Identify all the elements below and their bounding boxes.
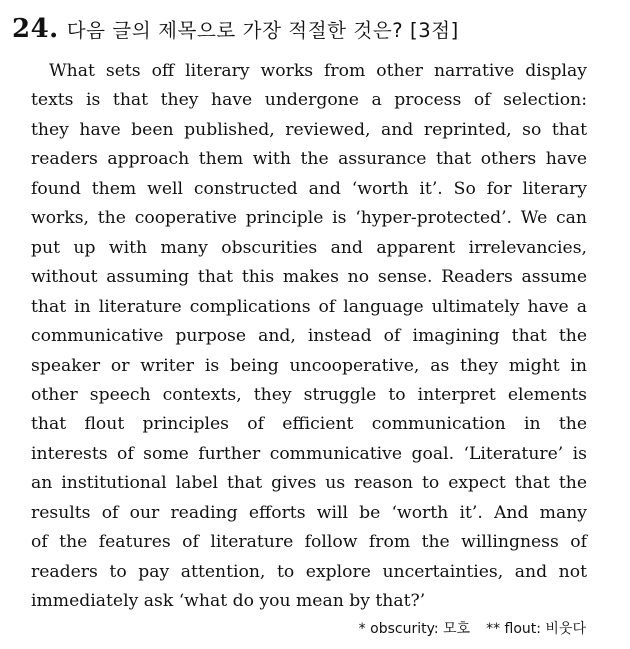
footnotes <box>359 618 586 638</box>
footnote-obscurity: * obscurity: 모호 <box>358 621 471 637</box>
passage-line: readers to pay attention, to explore uncertainties, and not <box>31 561 587 582</box>
passage-line: readers approach them with the assurance that others have <box>31 149 587 170</box>
passage-line: communicative purpose and, instead of imagining that the <box>31 326 587 347</box>
passage-line: found them well constructed and ‘worth it’. So for literary <box>31 178 587 199</box>
footnote-flout: ** flout: 비웃다 <box>486 621 586 637</box>
passage-line: put up with many obscurities and apparent irrelevancies, <box>31 237 587 258</box>
passage-line: of the features of literature follow from the willingness of <box>31 532 587 553</box>
passage-line: that in literature complications of language ultimately have a <box>31 296 587 317</box>
question-prompt: 다음 글의 제목으로 가장 적절한 것은? [3점] <box>66 19 459 42</box>
passage-line: without assuming that this makes no sense. Readers assume <box>31 267 587 288</box>
passage-line: results of our reading efforts will be ‘worth it’. And many <box>31 502 587 523</box>
passage-line: What sets off literary works from other narrative display <box>49 61 587 81</box>
passage-line: an institutional label that gives us reason to expect that the <box>31 473 587 494</box>
question-header <box>12 14 612 48</box>
passage-line: they have been published, reviewed, and reprinted, so that <box>31 119 587 140</box>
passage-line: other speech contexts, they struggle to interpret elements <box>31 384 587 405</box>
passage-text <box>31 57 587 617</box>
question-number: 24. <box>12 14 59 44</box>
passage-line: works, the cooperative principle is ‘hyper-protected’. We can <box>31 208 587 229</box>
passage-line: speaker or writer is being uncooperative, as they might in <box>31 355 587 376</box>
passage-line: immediately ask ‘what do you mean by that?’ <box>31 591 426 612</box>
passage-line: texts is that they have undergone a process of selection: <box>31 90 587 111</box>
passage-line: that flout principles of efficient communication in the <box>31 414 587 435</box>
passage-line: interests of some further communicative goal. ‘Literature’ is <box>31 443 587 464</box>
